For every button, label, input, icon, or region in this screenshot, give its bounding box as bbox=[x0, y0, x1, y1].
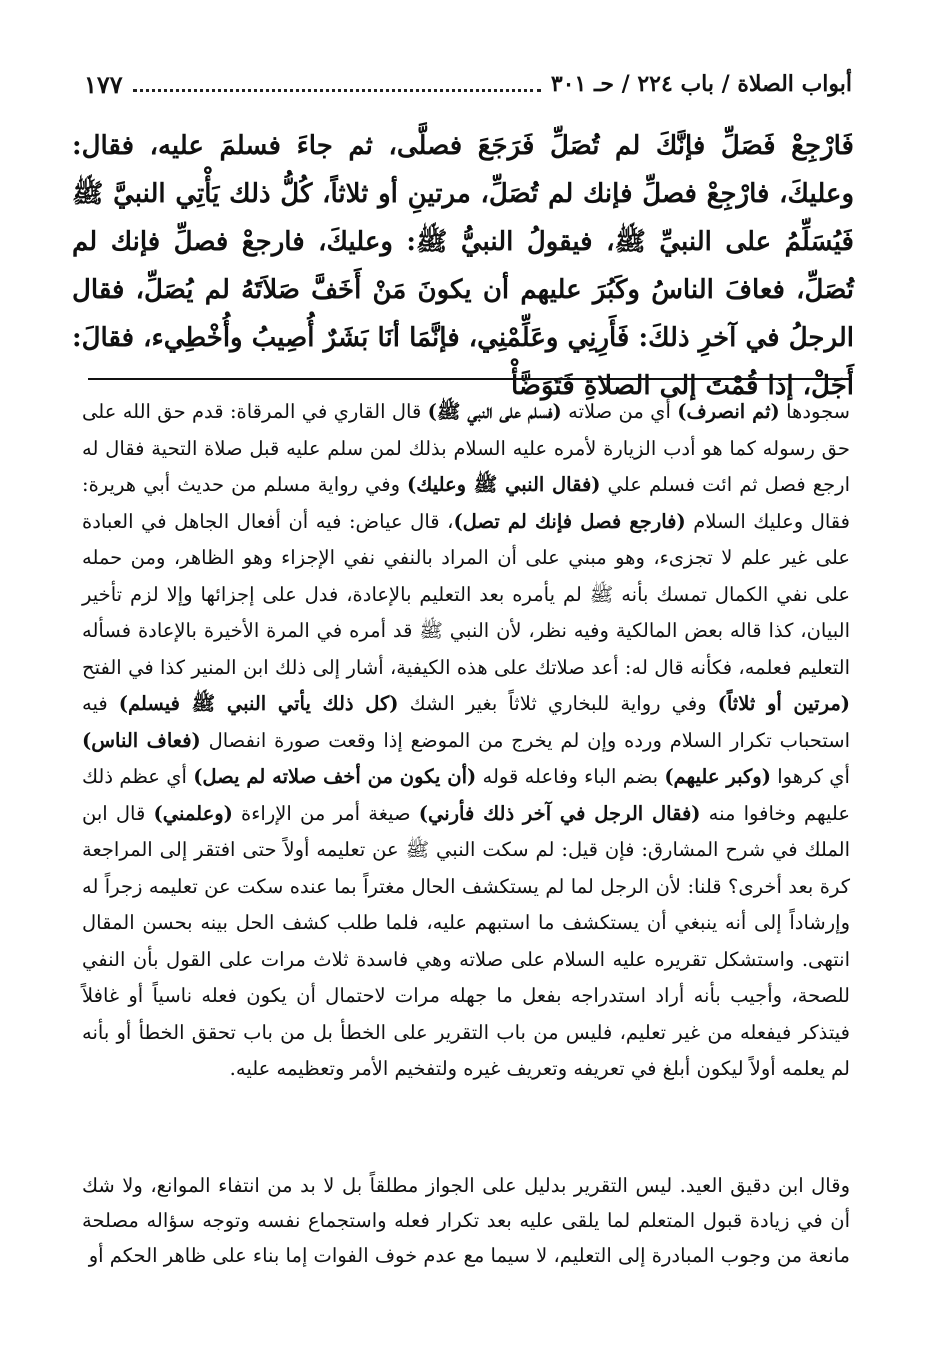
quoted-phrase: (مرتين أو ثلاثاً) bbox=[717, 692, 851, 715]
commentary-segment: قال ابن الملك في شرح المشارق: فإن قيل: لم سكت النبي ﷺ عن تعليمه أولاً حتى افتقر إلى المراجعة كرة بعد أخرى؟ قلنا: لأن الرجل لما لم يستكشف الحال مغتراً بما عنده سكت عن تعليمه زجراً له وإرشاداً إلى أنه ينبغي أن يستكشف ما استبهم عليه، فلما طلب كشف الحل بينه بحسن المقال انتهى. واستشكل تقريره عليه السلام على صلاته وهي فاسدة ثلاث مرات على القول بأن النفي للصحة، وأجيب بأنه أراد استدراجه بفعل ما جهله مرات لاحتمال أن يكون فعله ناسياً أو غافلاً فيتذكر فيفعله من غير تعليم، فليس من باب التقرير على الخطأ بل من باب تحقق الخطأ أو بأنه لم يعلمه أولاً ليكون أبلغ في تعريفه وتعريف غيره ولتفخيم الأمر وتعظيمه عليه. bbox=[82, 801, 850, 1080]
commentary-segment: صيغة أمر من الإراءة bbox=[232, 801, 419, 825]
quoted-phrase: (ثم انصرف) bbox=[677, 400, 780, 423]
commentary-segment: وفي رواية للبخاري ثلاثاً بغير الشك bbox=[398, 692, 718, 715]
quoted-phrase: (وعلمني) bbox=[153, 801, 233, 825]
quoted-phrase: (فارجع فصل فإنك لم تصل) bbox=[453, 509, 686, 533]
quoted-phrase: (فسلم على النبي ﷺ) bbox=[427, 400, 562, 423]
quoted-phrase: (فعاف الناس) bbox=[82, 728, 201, 752]
commentary-segment: وفي رواية مسلم من حديث أبي هريرة: فقال وعليك السلام bbox=[82, 473, 850, 533]
commentary-segment: أي كرهوا bbox=[770, 765, 850, 788]
quoted-phrase: (فقال الرجل في آخر ذلك فأرني) bbox=[418, 801, 701, 825]
running-header bbox=[84, 64, 852, 104]
commentary-segment: فيه استحباب تكرار السلام ورده وإن لم يخرج من الموضع إذا وقعت صورة انفصال bbox=[82, 692, 850, 752]
commentary-segment: أي عظم ذلك عليهم وخافوا منه bbox=[82, 765, 850, 825]
quoted-phrase: (فقال النبي ﷺ وعليك) bbox=[407, 473, 601, 496]
section-divider bbox=[88, 378, 850, 380]
quoted-phrase: (وكبر عليهم) bbox=[664, 765, 771, 788]
commentary-segment: بضم الباء وفاعله قوله bbox=[476, 765, 665, 788]
commentary-segment: قال القاري في المرقاة: قدم حق الله على حق رسوله كما هو أدب الزيارة لأمره عليه السلام بذلك لمن سلم عليه قبل صلاة التحية فقال له ارجع فصل ثم ائت فسلم علي bbox=[82, 400, 850, 496]
commentary-text bbox=[82, 394, 850, 1088]
header-leader-dots bbox=[133, 89, 541, 92]
commentary-segment: أي من صلاته bbox=[561, 400, 678, 423]
quoted-phrase: (كل ذلك يأتي النبي ﷺ فيسلم) bbox=[118, 692, 399, 715]
hadith-text: فَارْجِعْ فَصَلِّ فإنَّكَ لم تُصَلِّ فَرَجَعَ فصلَّى، ثم جاءَ فسلمَ عليه، فقال: وعليكَ، فارْجِعْ فصلِّ فإنك لم تُصَلِّ، مرتينِ أو ثلاثاً، كُلُّ ذلك يَأْتِي النبيَّ ﷺ فَيُسَلِّمُ على النبيِّ ﷺ، فيقولُ النبيُّ ﷺ: وعليكَ، فارجعْ فصلِّ فإنك لم تُصَلِّ، فعافَ الناسُ وكَبُرَ عليهم أن يكونَ مَنْ أَخَفَّ صَلاَتَهُ لم يُصَلِّ، فقال الرجلُ في آخرِ ذلكَ: فَأَرِنِي وعَلِّمْنِي، فإنَّمَا أنَا بَشَرٌ أُصِيبُ وأُخْطِيء، فقالَ: أَجَلْ، إذا قُمْتَ إلى الصلاةِ فَتَوَضَّأْ bbox=[72, 131, 854, 401]
quoted-phrase: (أن يكون من أخف صلاته لم يصل) bbox=[193, 765, 477, 788]
commentary-segment: ، قال عياض: فيه أن أفعال الجاهل في العبادة على غير علم لا تجزىء، وهو مبني على أن المراد بالنفي نفي الإجزاء وهو الظاهر، ومن حمله على نفي الكمال تمسك بأنه ﷺ لم يأمره بعد التعليم بالإعادة، فدل على إجزائها وإلا لزم تأخير البيان، كذا قاله بعض المالكية وفيه نظر، لأن النبي ﷺ قد أمره في المرة الأخيرة بالإعادة فسأله التعليم فعلمه، فكأنه قال له: أعد صلاتك على هذه الكيفية، أشار إلى ذلك ابن المنير كذا في الفتح bbox=[82, 509, 850, 679]
commentary-continuation: وقال ابن دقيق العيد. ليس التقرير بدليل على الجواز مطلقاً بل لا بد من انتفاء الموانع، ولا شك أن في زيادة قبول المتعلم لما يلقى عليه بعد تكرار فعله واستجماع نفسه وتوجه سؤاله مصلحة مانعة من وجوب المبادرة إلى التعليم، لا سيما مع عدم خوف الفوات إما بناء على ظاهر الحكم أو bbox=[82, 1174, 850, 1267]
page-number: ١٧٧ bbox=[84, 69, 123, 99]
header-title: أبواب الصلاة / باب ٢٢٤ / حـ ٣٠١ bbox=[550, 71, 852, 97]
commentary-segment: سجودها bbox=[779, 400, 851, 423]
